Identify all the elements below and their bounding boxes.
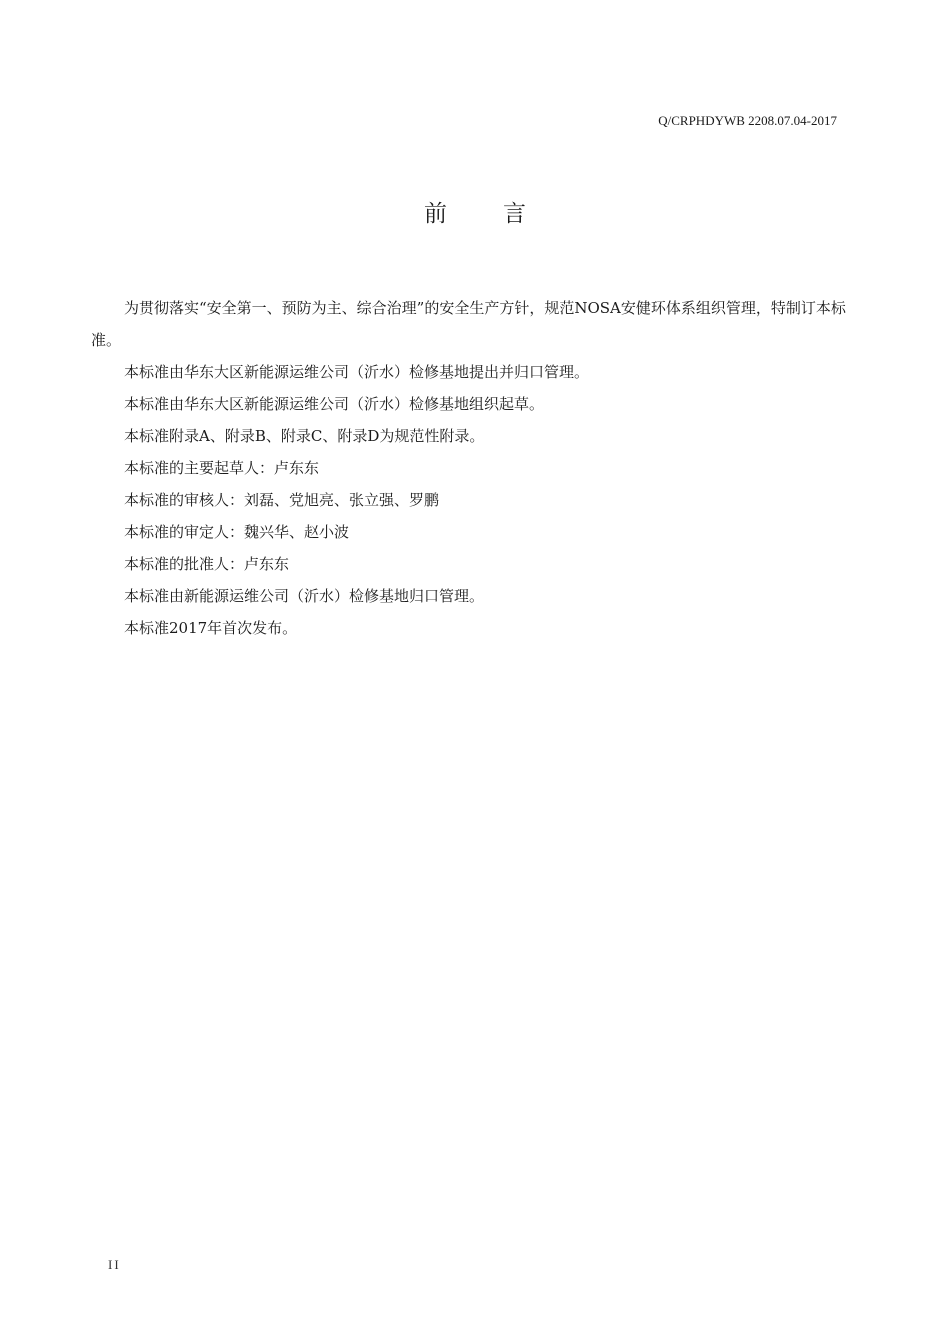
paragraph-reviewers: 本标准的审核人：刘磊、党旭亮、张立强、罗鹏: [124, 491, 440, 509]
paragraph-release: 本标准2017年首次发布。: [124, 619, 298, 637]
paragraph-purpose: 为贯彻落实“安全第一、预防为主、综合治理”的安全生产方针，规范NOSA安健环体系组织管理，特制订本标准。: [91, 299, 846, 349]
document-code: Q/CRPHDYWB 2208.07.04-2017: [658, 113, 837, 128]
paragraph-management: 本标准由新能源运维公司（沂水）检修基地归口管理。: [124, 587, 485, 605]
page-number: II: [108, 1257, 121, 1272]
paragraph-drafting-org: 本标准由华东大区新能源运维公司（沂水）检修基地组织起草。: [124, 395, 545, 413]
paragraph-examiners: 本标准的审定人：魏兴华、赵小波: [124, 523, 350, 541]
paragraph-approver: 本标准的批准人：卢东东: [124, 555, 290, 573]
preface-body: [91, 292, 851, 644]
paragraph-proposer: 本标准由华东大区新能源运维公司（沂水）检修基地提出并归口管理。: [124, 363, 590, 381]
paragraph-appendices: 本标准附录A、附录B、附录C、附录D为规范性附录。: [124, 427, 485, 445]
paragraph-main-drafter: 本标准的主要起草人：卢东东: [124, 459, 320, 477]
page-title: 前言: [424, 201, 582, 227]
